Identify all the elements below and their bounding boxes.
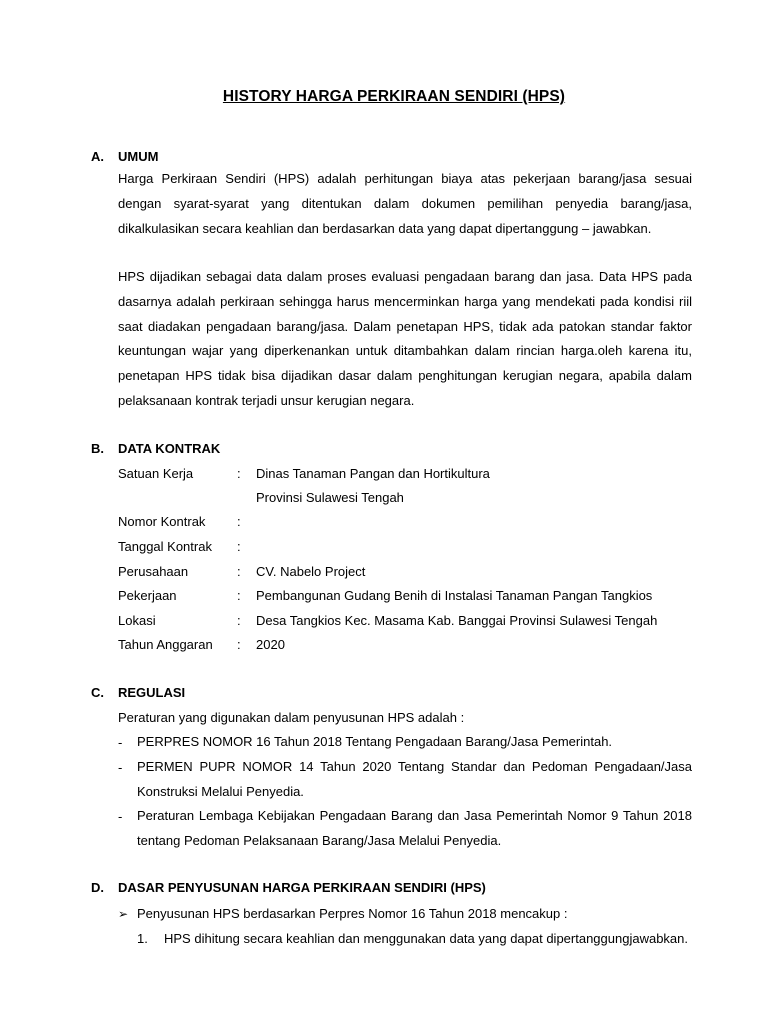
section-a-paragraph-2: HPS dijadikan sebagai data dalam proses evaluasi pengadaan barang dan jasa. Data HPS pada dasarnya adalah perkiraan sehingga harus mencerminkan harga yang mendekati pada kondisi riil saat diadakan pengadaan barang/jasa. Dalam penetapan HPS, tidak ada patokan standar faktor keuntungan wajar yang diperkenankan untuk ditambahkan dalam rincian harga.oleh karena itu, penetapan HPS tidak bisa dijadikan dasar dalam penghitungan kerugian negara, apabila dalam pelaksanaan kontrak terjadi unsur kerugian negara.	[118, 269, 692, 408]
section-d-letter: D.	[91, 880, 104, 895]
regulation-item-2: PERMEN PUPR NOMOR 14 Tahun 2020 Tentang Standar dan Pedoman Pengadaan/Jasa Konstruksi Melalui Penyedia.	[137, 759, 692, 799]
contract-colon: :	[237, 613, 241, 628]
section-b-letter: B.	[91, 441, 104, 456]
section-c-letter: C.	[91, 685, 104, 700]
section-a-letter: A.	[91, 149, 104, 164]
list-dash: -	[118, 760, 123, 775]
contract-label: Perusahaan	[118, 564, 189, 579]
contract-label: Pekerjaan	[118, 588, 177, 603]
section-a-paragraph-1: Harga Perkiraan Sendiri (HPS) adalah perhitungan biaya atas pekerjaan barang/jasa sesuai dengan syarat-syarat yang ditentukan dalam dokumen pemilihan penyedia barang/jasa, dikalkulasikan secara keahlian dan berdasarkan data yang dapat dipertanggung – jawabkan.	[118, 171, 692, 236]
contract-colon: :	[237, 539, 241, 554]
contract-value: Dinas Tanaman Pangan dan Hortikultura	[256, 466, 490, 481]
section-d-subheading: Penyusunan HPS berdasarkan Perpres Nomor 16 Tahun 2018 mencakup :	[137, 906, 568, 921]
list-dash: -	[118, 809, 123, 824]
numbered-item-1-text: HPS dihitung secara keahlian dan menggunakan data yang dapat dipertanggungjawabkan.	[164, 931, 688, 946]
contract-label: Satuan Kerja	[118, 466, 194, 481]
contract-colon: :	[237, 514, 241, 529]
contract-value: Pembangunan Gudang Benih di Instalasi Tanaman Pangan Tangkios	[256, 588, 653, 603]
contract-colon: :	[237, 637, 241, 652]
contract-label: Tanggal Kontrak	[118, 539, 212, 554]
contract-value: 2020	[256, 637, 285, 652]
section-d-heading: DASAR PENYUSUNAN HARGA PERKIRAAN SENDIRI (HPS)	[118, 880, 486, 895]
contract-value: Desa Tangkios Kec. Masama Kab. Banggai Provinsi Sulawesi Tengah	[256, 613, 658, 628]
document-title: HISTORY HARGA PERKIRAAN SENDIRI (HPS)	[222, 88, 566, 105]
section-a-heading: UMUM	[118, 149, 159, 164]
contract-value-continued: Provinsi Sulawesi Tengah	[256, 490, 404, 505]
regulation-intro: Peraturan yang digunakan dalam penyusunan HPS adalah :	[118, 710, 465, 725]
contract-label: Lokasi	[118, 613, 156, 628]
contract-colon: :	[237, 466, 241, 481]
contract-label: Nomor Kontrak	[118, 514, 206, 529]
contract-colon: :	[237, 588, 241, 603]
contract-label: Tahun Anggaran	[118, 637, 213, 652]
arrow-bullet-icon: ➢	[118, 907, 129, 921]
contract-value: CV. Nabelo Project	[256, 564, 366, 579]
regulation-item-1: PERPRES NOMOR 16 Tahun 2018 Tentang Pengadaan Barang/Jasa Pemerintah.	[137, 734, 613, 749]
section-c-heading: REGULASI	[118, 685, 186, 700]
regulation-item-3: Peraturan Lembaga Kebijakan Pengadaan Barang dan Jasa Pemerintah Nomor 9 Tahun 2018 tentang Pedoman Pelaksanaan Barang/Jasa Melalui Penyedia.	[137, 808, 692, 848]
contract-colon: :	[237, 564, 241, 579]
numbered-item-1-number: 1.	[137, 931, 148, 946]
section-b-heading: DATA KONTRAK	[118, 441, 221, 456]
list-dash: -	[118, 735, 123, 750]
